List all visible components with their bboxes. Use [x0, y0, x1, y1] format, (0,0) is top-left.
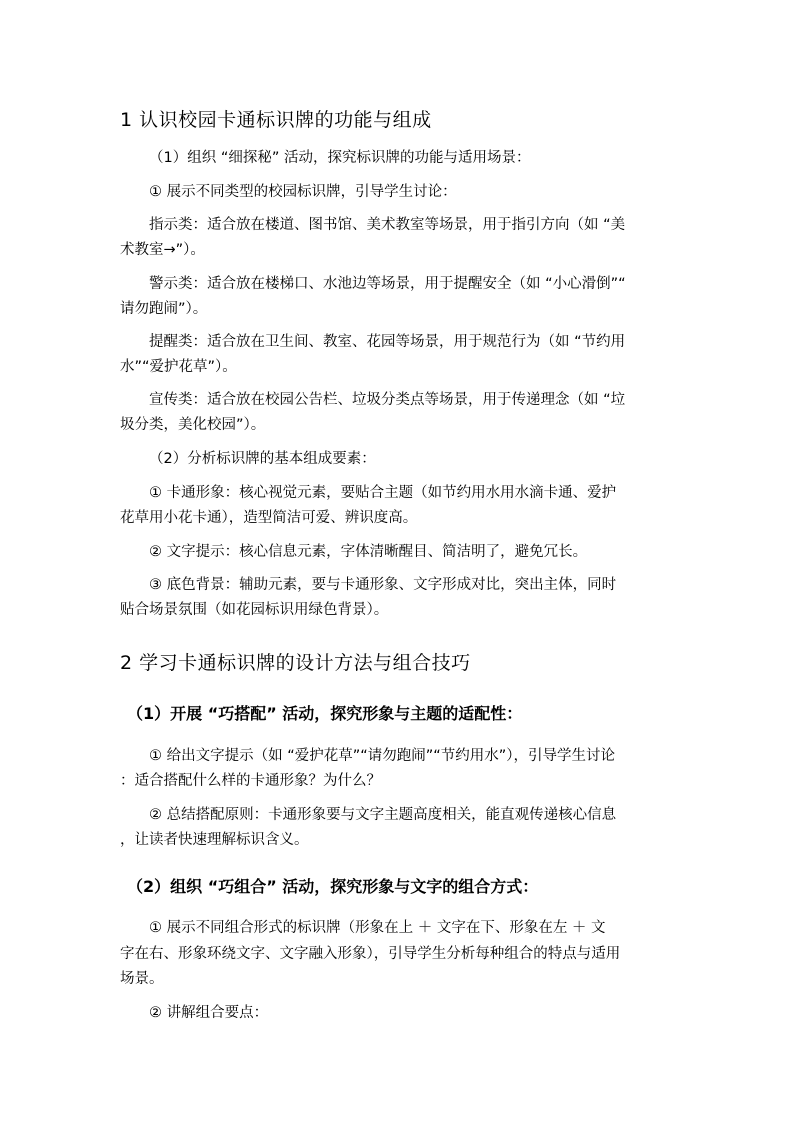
- paragraph: 花草用小花卡通），造型简洁可爱、辨识度高。: [120, 510, 418, 526]
- paragraph: 警示类：适合放在楼梯口、水池边等场景，用于提醒安全（如 “小心滑倒”“: [149, 276, 626, 292]
- paragraph: ：适合搭配什么样的卡通形象？为什么？: [120, 773, 381, 789]
- paragraph: ③ 底色背景：辅助元素，要与卡通形象、文字形成对比，突出主体，同时: [149, 577, 617, 593]
- paragraph: ② 讲解组合要点：: [149, 1005, 269, 1021]
- paragraph: ① 卡通形象：核心视觉元素，要贴合主题（如节约用水用水滴卡通、爱护: [149, 485, 617, 501]
- paragraph: 场景。: [120, 971, 164, 987]
- paragraph: 术教室→”）。: [120, 242, 205, 258]
- paragraph: 提醒类：适合放在卫生间、教室、花园等场景，用于规范行为（如 “节约用: [149, 334, 626, 350]
- paragraph: 请勿跑闹”）。: [120, 301, 208, 317]
- subheading: （2）组织 “巧组合” 活动，探究形象与文字的组合方式：: [127, 877, 539, 896]
- paragraph: 贴合场景氛围（如花园标识用绿色背景）。: [120, 602, 389, 618]
- paragraph: （2）分析标识牌的基本组成要素：: [149, 451, 376, 467]
- paragraph: ① 展示不同类型的校园标识牌，引导学生讨论：: [149, 184, 457, 200]
- subheading: （1）开展 “巧搭配” 活动，探究形象与主题的适配性：: [127, 704, 523, 723]
- paragraph: 水”“爱护花草”）。: [120, 359, 237, 375]
- paragraph: 指示类：适合放在楼道、图书馆、美术教室等场景，用于指引方向（如 “美: [149, 217, 626, 233]
- paragraph: ② 文字提示：核心信息元素，字体清晰醒目、简洁明了，避免冗长。: [149, 544, 588, 560]
- section-1-heading: 1 认识校园卡通标识牌的功能与组成: [120, 109, 432, 131]
- paragraph: 圾分类，美化校园”）。: [120, 417, 266, 433]
- paragraph: ② 总结搭配原则：卡通形象要与文字主题高度相关，能直观传递核心信息: [149, 807, 617, 823]
- paragraph: ① 展示不同组合形式的标识牌（形象在上 ＋ 文字在下、形象在左 ＋ 文: [149, 920, 606, 936]
- paragraph: ① 给出文字提示（如 “爱护花草”“请勿跑闹”“节约用水”），引导学生讨论: [149, 748, 616, 764]
- paragraph: 字在右、形象环绕文字、文字融入形象），引导学生分析每种组合的特点与适用: [120, 946, 621, 962]
- paragraph: （1）组织 “细探秘” 活动，探究标识牌的功能与适用场景：: [149, 150, 531, 166]
- paragraph: ，让读者快速理解标识含义。: [120, 832, 309, 848]
- paragraph: 宣传类：适合放在校园公告栏、垃圾分类点等场景，用于传递理念（如 “垃: [149, 392, 626, 408]
- section-2-heading: 2 学习卡通标识牌的设计方法与组合技巧: [120, 652, 471, 674]
